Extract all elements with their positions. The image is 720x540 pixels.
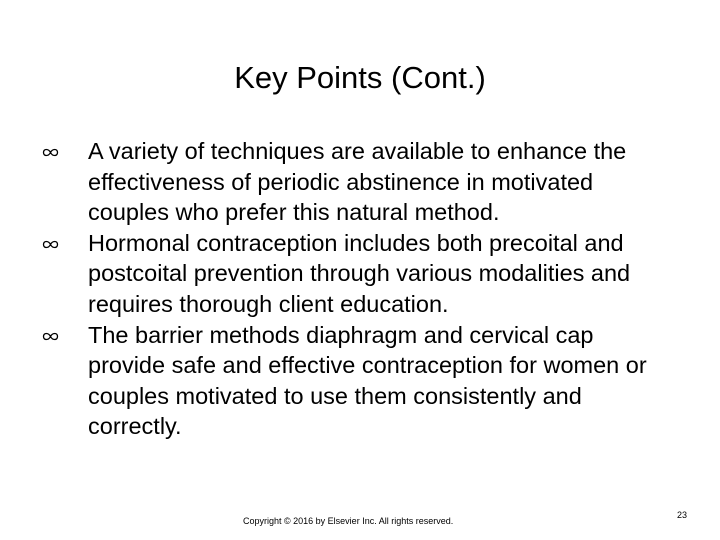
infinity-bullet-icon: [42, 331, 59, 342]
bullet-text: Hormonal contraception includes both precoital and postcoital prevention through various modalities and requires thorough client education.: [88, 229, 631, 317]
infinity-bullet-icon: [42, 239, 59, 250]
bullet-text: A variety of techniques are available to enhance the effectiveness of periodic abstinence in motivated couples who prefer this natural method.: [88, 138, 627, 226]
bullet-text: The barrier methods diaphragm and cervical cap provide safe and effective contraception for women or couples motivated to use them consistently and correctly.: [88, 321, 647, 440]
bullet-item: [88, 320, 648, 442]
page-number: 23: [677, 510, 688, 520]
infinity-bullet-icon: [42, 147, 59, 158]
slide-title: Key Points (Cont.): [234, 60, 486, 95]
bullet-list: [88, 136, 648, 442]
copyright-footer: Copyright © 2016 by Elsevier Inc. All rights reserved.: [243, 516, 454, 526]
bullet-item: [88, 228, 648, 320]
bullet-item: [88, 136, 648, 228]
